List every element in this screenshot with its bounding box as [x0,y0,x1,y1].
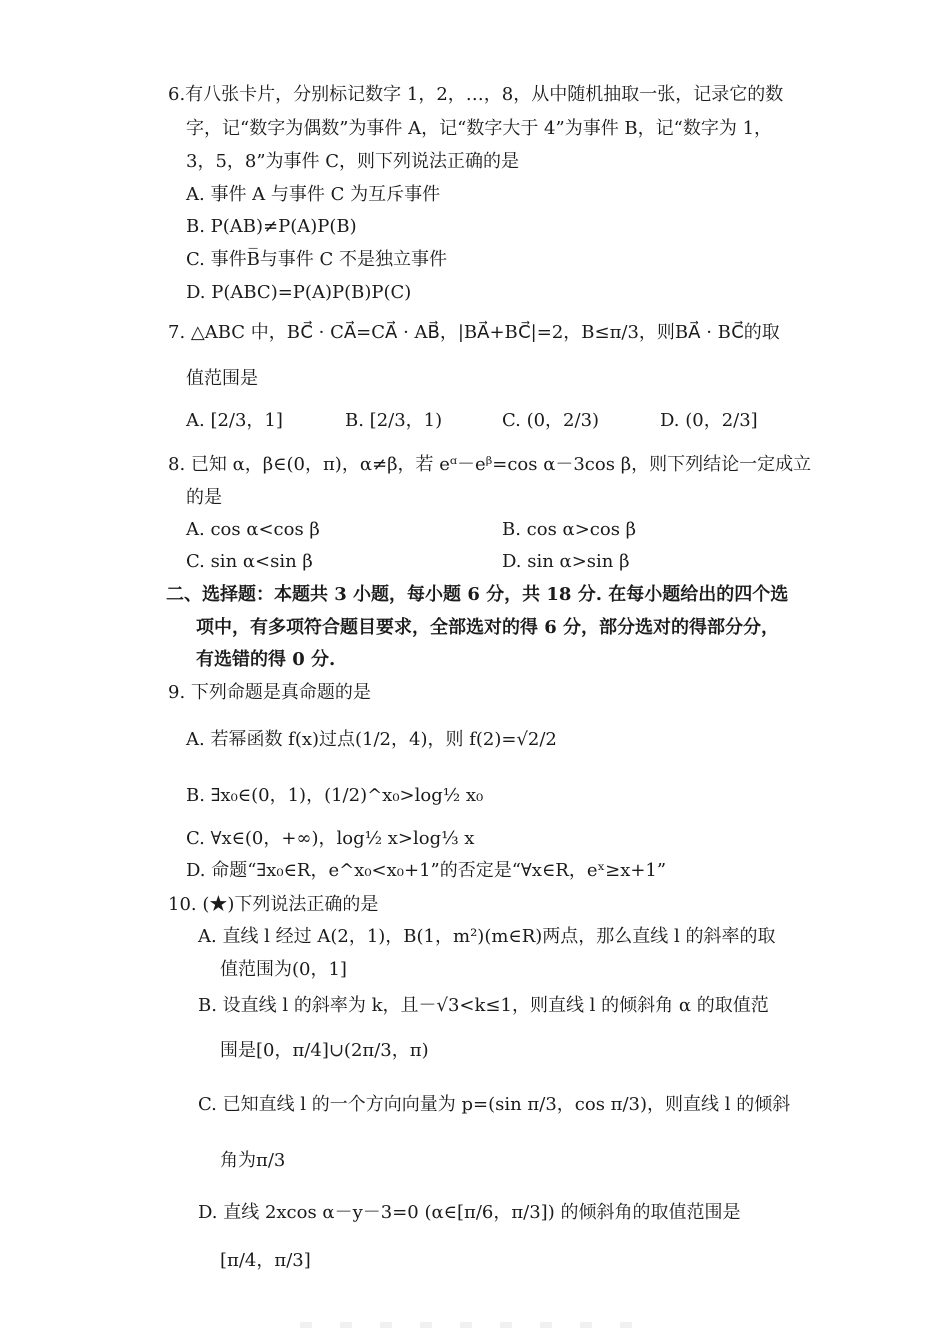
section-2-heading-line-2: 项中，有多项符合题目要求，全部选对的得 6 分，部分选对的得部分分， [196,617,780,638]
question-6-line-3: 3，5，8”为事件 C，则下列说法正确的是 [186,151,520,172]
question-8-line-1: 8. 已知 α，β∈(0，π)，α≠β，若 eᵅ－eᵝ=cos α－3cos β，则下列结论一定成立 [168,454,812,475]
question-10-option-c-line-2: 角为π/3 [220,1150,286,1171]
question-6-option-d: D. P(ABC)=P(A)P(B)P(C) [186,282,412,303]
section-2-heading-line-1: 二、选择题：本题共 3 小题，每小题 6 分，共 18 分. 在每小题给出的四个选 [166,584,789,605]
question-8-option-b: B. cos α>cos β [502,519,637,540]
question-10-option-b-line-2: 围是[0，π/4]∪(2π/3，π) [220,1040,429,1061]
question-7-option-a: A. [2/3，1] [186,410,283,431]
question-8-line-2: 的是 [186,487,222,508]
question-9-option-b: B. ∃x₀∈(0，1)，(1/2)^x₀>log½ x₀ [186,785,484,806]
question-10-option-a-line-2: 值范围为(0，1] [220,959,347,980]
question-7-option-d: D. (0，2/3] [660,410,758,431]
question-9-option-d: D. 命题“∃x₀∈R，e^x₀<x₀+1”的否定是“∀x∈R，eˣ≥x+1” [186,860,667,881]
question-10-option-a-line-1: A. 直线 l 经过 A(2，1)，B(1，m²)(m∈R)两点，那么直线 l 的斜率的取 [198,926,776,947]
page-bottom-artifact [300,1322,650,1328]
question-6-line-1: 6.有八张卡片，分别标记数字 1，2，…，8，从中随机抽取一张，记录它的数 [168,84,784,105]
question-8-option-d: D. sin α>sin β [502,551,630,572]
question-6-option-c: C. 事件B̅与事件 C 不是独立事件 [186,249,448,270]
question-7-option-c: C. (0，2/3) [502,410,600,431]
question-7-line-1: 7. △ABC 中，BC⃗ · CA⃗=CA⃗ · AB⃗，|BA⃗+BC⃗|=2，B≤π/3，则BA⃗ · BC⃗的取 [168,322,780,343]
question-8-option-c: C. sin α<sin β [186,551,313,572]
question-7-option-b: B. [2/3，1) [345,410,443,431]
question-9-option-c: C. ∀x∈(0，+∞)，log½ x>log⅓ x [186,828,475,849]
question-9-line-1: 9. 下列命题是真命题的是 [168,682,371,703]
question-10-option-c-line-1: C. 已知直线 l 的一个方向向量为 p=(sin π/3，cos π/3)，则直线 l 的倾斜 [198,1094,791,1115]
section-2-heading-line-3: 有选错的得 0 分. [196,649,336,670]
question-6-option-b: B. P(AB)≠P(A)P(B) [186,216,357,237]
question-10-line-1: 10. (★)下列说法正确的是 [168,894,379,915]
question-8-option-a: A. cos α<cos β [186,519,320,540]
question-10-option-b-line-1: B. 设直线 l 的斜率为 k，且－√3<k≤1，则直线 l 的倾斜角 α 的取值范 [198,995,769,1016]
question-7-line-2: 值范围是 [186,368,258,389]
question-6-line-2: 字，记“数字为偶数”为事件 A，记“数字大于 4”为事件 B，记“数字为 1， [186,118,773,139]
question-6-option-a: A. 事件 A 与事件 C 为互斥事件 [186,184,441,205]
question-10-option-d-line-2: [π/4，π/3] [220,1250,311,1271]
question-10-option-d-line-1: D. 直线 2xcos α－y－3=0 (α∈[π/6，π/3]) 的倾斜角的取值范围是 [198,1202,741,1223]
question-9-option-a: A. 若幂函数 f(x)过点(1/2，4)，则 f(2)=√2/2 [186,729,557,750]
